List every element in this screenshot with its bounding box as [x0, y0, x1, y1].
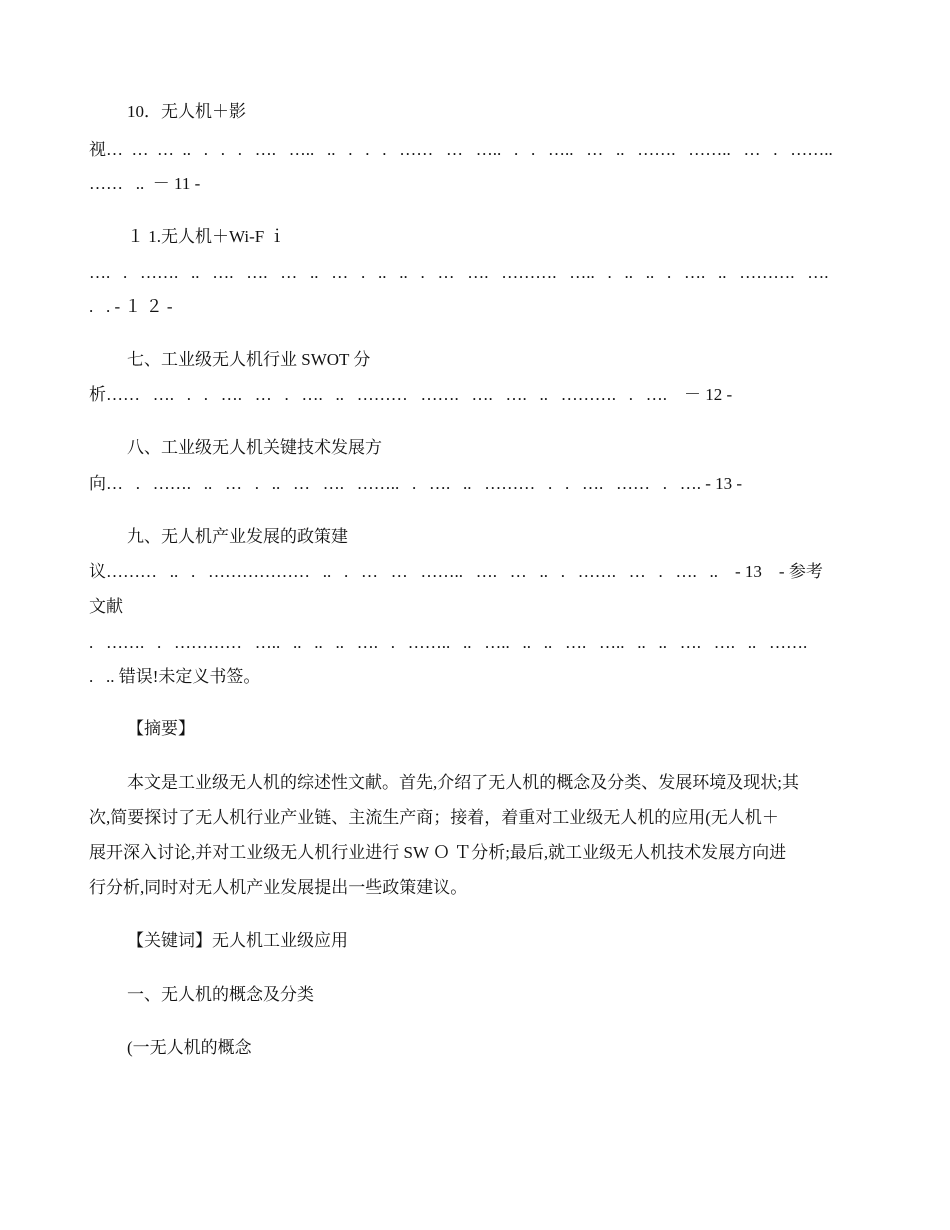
- toc-references-title: 文献: [89, 597, 123, 616]
- abstract-line: 本文是工业级无人机的综述性文献。首先,介绍了无人机的概念及分类、发展环境及现状;其: [127, 773, 799, 792]
- section-heading: 一、无人机的概念及分类: [127, 985, 314, 1004]
- toc-item-10-leader: 视… … … .. . . . …. ….. .. . . . …… … ….. . . ….. … .. ……. …….. … . ……..: [89, 140, 833, 159]
- keywords: 【关键词】无人机工业级应用: [127, 931, 348, 950]
- toc-item-11-leader: …. . ……. .. …. …. … .. … . .. .. . … …. ………. ….. . .. .. . …. .. ………. ….: [89, 263, 829, 282]
- toc-references-page: . .. 错误!未定义书签。: [89, 667, 261, 686]
- toc-item-10-page: …… .. － 11 -: [89, 174, 201, 193]
- toc-item-7-title: 七、工业级无人机行业 SWOT 分: [127, 350, 371, 369]
- toc-item-9-title: 九、无人机产业发展的政策建: [127, 527, 348, 546]
- toc-item-10-title: 10．无人机＋影: [127, 102, 246, 121]
- toc-references-leader: . ……. . ………… ….. .. .. .. …. . …….. .. ….. .. .. …. ….. .. .. …. …. .. …….: [89, 633, 808, 652]
- abstract-line: 行分析,同时对无人机产业发展提出一些政策建议。: [89, 878, 468, 897]
- abstract-line: 次,简要探讨了无人机行业产业链、主流生产商；接着，着重对工业级无人机的应用(无人机＋: [89, 808, 779, 827]
- abstract-heading: 【摘要】: [127, 719, 195, 738]
- toc-item-11-title: １ 1.无人机＋Wi-F ｉ: [127, 227, 286, 246]
- toc-item-8-line: 向… . ……. .. … . .. … …. …….. . …. .. ……… . . …. …… . …. - 13 -: [89, 474, 743, 493]
- abstract-line: 展开深入讨论,并对工业级无人机行业进行 SW Ｏ Ｔ分析;最后,就工业级无人机技术发展方向进: [89, 843, 787, 862]
- subsection-heading: (一无人机的概念: [127, 1038, 252, 1057]
- toc-item-11-page: . . - １ ２ -: [89, 297, 173, 316]
- toc-item-9-line: 议……… .. . ……………… .. . … … …….. …. … .. . ……. … . …. .. - 13 - 参考: [89, 562, 823, 581]
- toc-item-8-title: 八、工业级无人机关键技术发展方: [127, 438, 382, 457]
- toc-item-7-line: 析…… …. . . …. … . …. .. ……… ……. …. …. .. ………. . …. － 12 -: [89, 385, 733, 404]
